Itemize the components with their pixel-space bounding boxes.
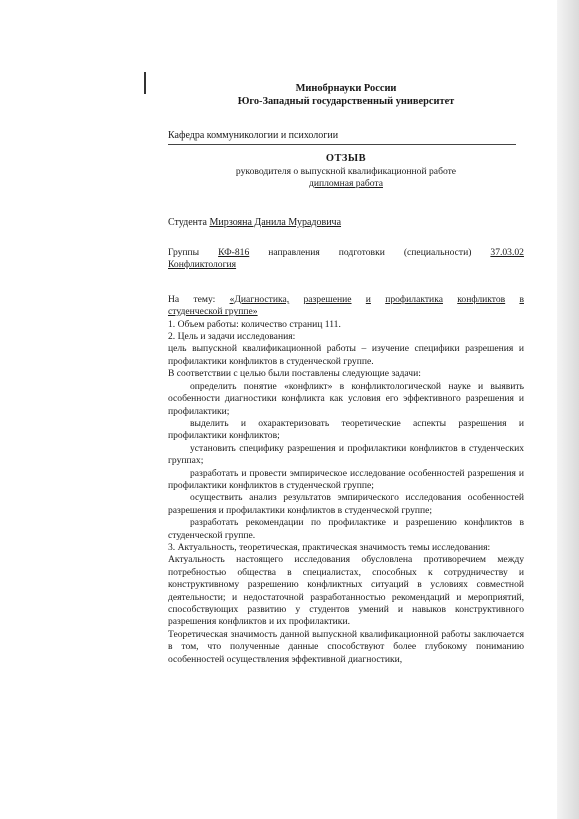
document-title: ОТЗЫВ	[325, 153, 367, 165]
task-item: установить специфику разрешения и профилактики конфликтов в студенческих группах;	[168, 442, 524, 467]
section-volume: 1. Объем работы: количество страниц 111.	[168, 318, 341, 330]
topic-word: «Диагностика,	[229, 293, 290, 305]
margin-pen-mark	[144, 72, 146, 94]
topic-word: в	[519, 293, 524, 305]
topic-word: и	[365, 293, 371, 305]
topic-line	[168, 294, 524, 306]
tasks-intro: В соответствии с целью были поставлены следующие задачи:	[168, 368, 421, 380]
task-item: осуществить анализ результатов эмпирического исследования особенностей разрешения и профилактики конфликтов в студенческой группе;	[168, 492, 524, 516]
task-item: разработать рекомендации по профилактике и разрешению конфликтов в студенческой группе.	[168, 517, 524, 541]
scan-edge-shadow	[557, 0, 579, 819]
goal-text: цель выпускной квалификационной работы – изучение специфики разрешения и профилактики конфликтов в студенческой группе.	[168, 343, 524, 367]
work-type: дипломная работа	[308, 178, 383, 190]
topic-word: тему:	[193, 293, 216, 305]
group-line	[168, 247, 524, 259]
group-word: подготовки	[338, 247, 385, 259]
university-name: Юго-Западный государственный университет	[237, 96, 455, 107]
department-underline	[168, 144, 516, 145]
group-word: (специальности)	[403, 247, 472, 259]
group-word: направления	[268, 247, 320, 259]
specialty-name: Конфликтология	[168, 259, 237, 271]
topic-word: конфликтов	[457, 293, 506, 305]
topic-word: профилактика	[385, 293, 443, 305]
theory-text: Теоретическая значимость данной выпускной квалификационной работы заключается в том, что полученные данные способствуют более глубокому пониманию особенностей осуществления эффективной диагностики,	[168, 628, 524, 665]
review-document	[168, 82, 524, 666]
topic-word: разрешение	[303, 293, 352, 305]
section-relevance-heading: 3. Актуальность, теоретическая, практическая значимость темы исследования:	[168, 541, 491, 553]
student-line	[168, 217, 524, 229]
document-subtitle: руководителя о выпускной квалификационной работе	[235, 165, 457, 177]
section-goals-heading: 2. Цель и задачи исследования:	[168, 331, 296, 343]
ministry-name: Минобрнауки России	[295, 83, 397, 94]
department-name: Кафедра коммуникологии и психологии	[168, 130, 339, 141]
task-item: выделить и охарактеризовать теоретические аспекты разрешения и профилактики конфликтов;	[168, 417, 524, 442]
topic-word: На	[168, 293, 180, 305]
student-name: Мирзояна Данила Мурадовича	[209, 216, 342, 228]
task-item: разработать и провести эмпирическое исследование особенностей разрешения и профилактики конфликтов в студенческой группе;	[168, 467, 524, 491]
topic-rest: студенческой группе»	[168, 306, 258, 318]
group-label: Группы	[168, 247, 200, 259]
relevance-text: Актуальность настоящего исследования обусловлена противоречием между потребностью общества в специалистах, способных к сотрудничеству и конструктивному разрешению конфликтных ситуаций в условиях совместной деятельности; и недостаточной разработанностью рекомендаций и мероприятий, способствующих развитию у студентов умений и навыков конструктивного разрешения конфликтов и их профилактики.	[168, 554, 524, 628]
student-label: Студента	[168, 216, 207, 228]
specialty-code: 37.03.02	[490, 247, 524, 259]
group-code: КФ-816	[218, 247, 250, 259]
task-item: определить понятие «конфликт» в конфликтологической науке и выявить особенности диагностики конфликта как условия его эффективного разрешения и профилактики;	[168, 380, 524, 417]
